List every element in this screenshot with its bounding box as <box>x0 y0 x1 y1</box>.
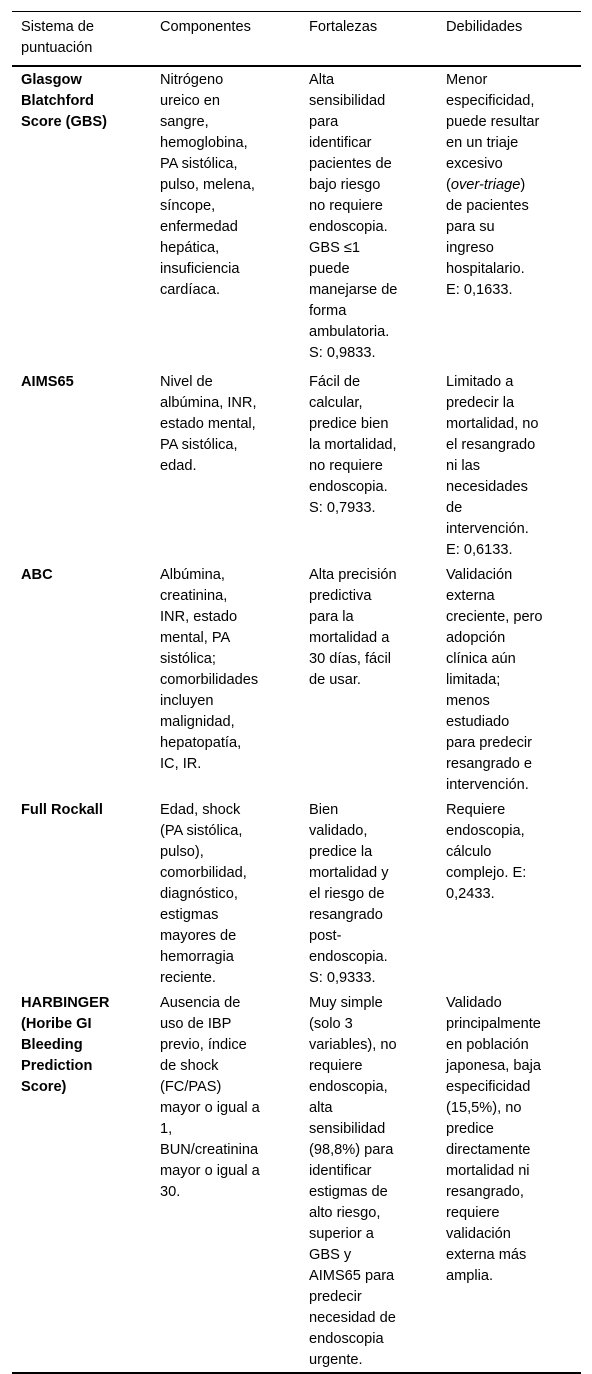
row-components: Ausencia de uso de IBP previo, índice de shock (FC/PAS) mayor o igual a 1, BUN/creatinina mayor o igual a 30. <box>160 995 260 1200</box>
header-components: Componentes <box>160 19 251 35</box>
table-row <box>12 990 581 1373</box>
row-name-abc: ABC <box>21 567 53 583</box>
row-strengths: Alta sensibilidad para identificar pacientes de bajo riesgo no requiere endoscopia. GBS ≤1 puede manejarse de forma ambulatoria. S: 0,9833. <box>309 72 398 361</box>
row-strengths: Bien validado, predice la mortalidad y el riesgo de resangrado post- endoscopia. S: 0,9333. <box>309 802 389 986</box>
row-name-aims65: AIMS65 <box>21 374 74 390</box>
header-scoring-system: Sistema de puntuación <box>21 19 95 56</box>
scoring-systems-table <box>12 11 581 1374</box>
weakness-text-emphasis: over-triage <box>450 177 521 193</box>
header-row <box>12 12 581 67</box>
row-components: Albúmina, creatinina, INR, estado mental, PA sistólica; comorbilidades incluyen malignidad, hepatopatía, IC, IR. <box>160 567 259 772</box>
table-row <box>12 369 581 562</box>
row-weaknesses: Validado principalmente en población japonesa, baja especificidad (15,5%), no predice directamente mortalidad ni resangrado, requiere validación externa más amplia. <box>446 995 541 1284</box>
header-strengths: Fortalezas <box>309 19 378 35</box>
row-name-gbs: Glasgow Blatchford Score (GBS) <box>21 72 107 130</box>
table-body <box>12 66 581 1373</box>
table-header <box>12 12 581 67</box>
row-strengths: Alta precisión predictiva para la mortalidad a 30 días, fácil de usar. <box>309 567 397 688</box>
row-name-harbinger: HARBINGER (Horibe GI Bleeding Prediction Score) <box>21 995 110 1095</box>
row-components: Nivel de albúmina, INR, estado mental, PA sistólica, edad. <box>160 374 257 474</box>
table-row <box>12 562 581 797</box>
weakness-text-start: Menor especificidad, puede resultar en un triaje excesivo ( <box>446 72 540 193</box>
row-strengths: Muy simple (solo 3 variables), no requiere endoscopia, alta sensibilidad (98,8%) para identificar estigmas de alto riesgo, superior a GBS y AIMS65 para predecir necesidad de endoscopia urgente. <box>309 995 397 1368</box>
table-row <box>12 66 581 369</box>
header-weaknesses: Debilidades <box>446 19 523 35</box>
row-weaknesses <box>437 66 581 369</box>
row-name-full-rockall: Full Rockall <box>21 802 103 818</box>
table-row <box>12 797 581 990</box>
weakness-text-end: ) de pacientes para su ingreso hospitalario. E: 0,1633. <box>446 177 529 298</box>
row-components: Nitrógeno ureico en sangre, hemoglobina, PA sistólica, pulso, melena, síncope, enfermedad hepática, insuficiencia cardíaca. <box>160 72 255 298</box>
row-weaknesses: Limitado a predecir la mortalidad, no el resangrado ni las necesidades de intervención. E: 0,6133. <box>446 374 539 558</box>
row-weaknesses: Requiere endoscopia, cálculo complejo. E: 0,2433. <box>446 802 527 902</box>
row-weaknesses: Validación externa creciente, pero adopción clínica aún limitada; menos estudiado para predecir resangrado e intervención. <box>446 567 543 793</box>
row-strengths: Fácil de calcular, predice bien la mortalidad, no requiere endoscopia. S: 0,7933. <box>309 374 397 516</box>
row-components: Edad, shock (PA sistólica, pulso), comorbilidad, diagnóstico, estigmas mayores de hemorragia reciente. <box>160 802 247 986</box>
